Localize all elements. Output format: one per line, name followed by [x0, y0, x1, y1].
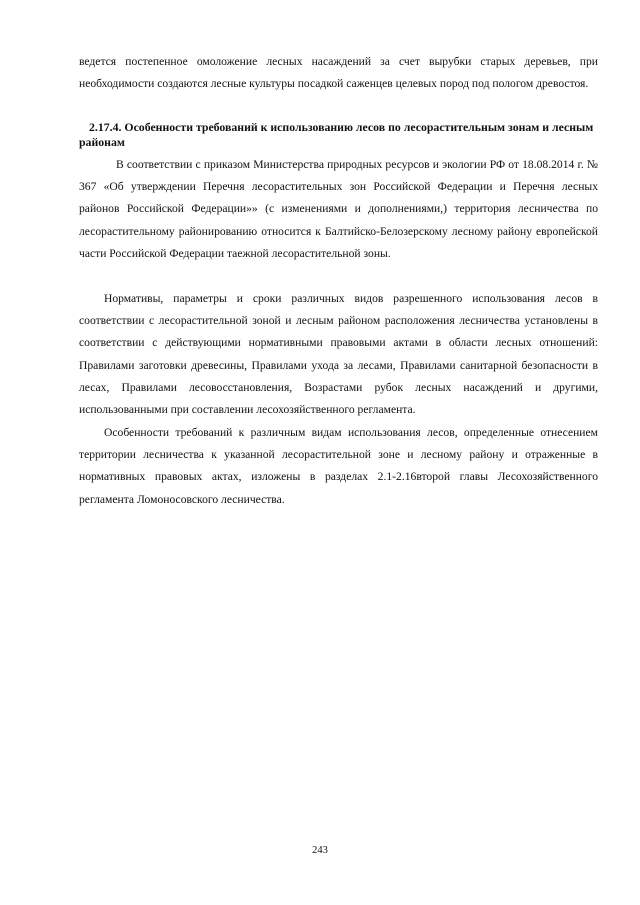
section-heading: 2.17.4. Особенности требований к использованию лесов по лесорастительным зонам и лесным районам: [79, 120, 594, 149]
paragraph-zone-classification: В соответствии с приказом Министерства природных ресурсов и экологии РФ от 18.08.2014 г. № 367 «Об утверждении Перечня лесорастительных зон Российской Федерации и Перечня лесных районов Российской Федерации»» (с изменениями и дополнениями,) территория лесничества по лесорастительному районированию относится к Балтийско-Белозерскому лесному району европейской части Российской Федерации таежной лесорастительной зоны.: [79, 158, 598, 260]
continuation-paragraph: ведется постепенное омоложение лесных насаждений за счет вырубки старых деревьев, при необходимости создаются лесные культуры посадкой саженцев целевых пород под пологом древостоя.: [79, 55, 598, 91]
paragraph-requirements: Особенности требований к различным видам использования лесов, определенные отнесением территории лесничества к указанной лесорастительной зоне и лесному району и отраженные в нормативных правовых актах, изложены в разделах 2.1-2.16второй главы Лесохозяйственного регламента Ломоносовского лесничества.: [79, 426, 598, 506]
paragraph-normatives: Нормативы, параметры и сроки различных видов разрешенного использования лесов в соответствии с лесорастительной зоной и лесным районом расположения лесничества установлены в соответствии с действующими нормативными правовыми актами в области лесных отношений: Правилами заготовки древесины, Правилами ухода за лесами, Правилами санитарной безопасности в лесах, Правилами лесовосстановления, Возрастами рубок лесных насаждений и другими, использованными при составлении лесохозяйственного регламента.: [79, 292, 598, 417]
page-number: 243: [312, 845, 328, 856]
